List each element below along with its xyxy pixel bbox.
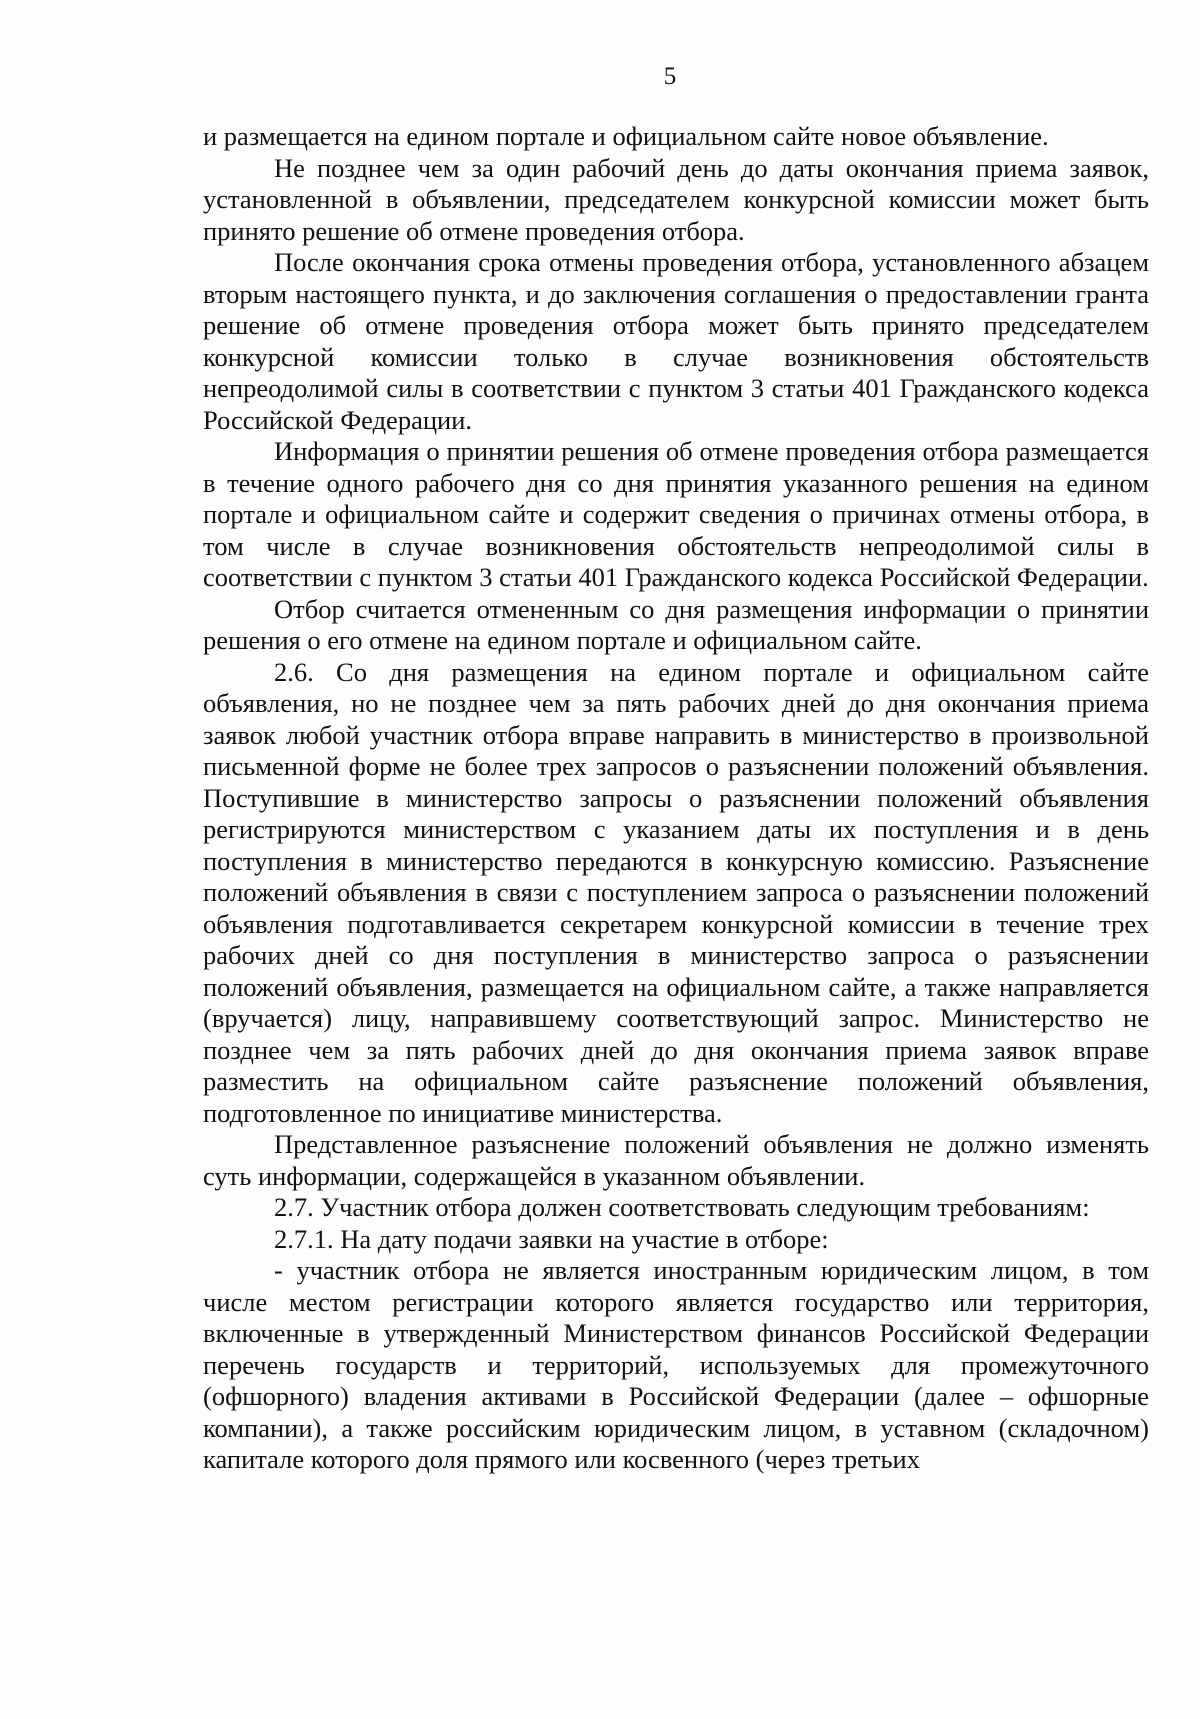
paragraph-cancellation-effective: Отбор считается отмененным со дня размещения информации о принятии решения о его отмене на едином портале и официальном сайте. [203,593,1149,655]
paragraph-cancellation-info: Информация о принятии решения об отмене проведения отбора размещается в течение одного рабочего дня со дня принятия указанного решения на едином портале и официальном сайте и содержит сведения о причинах отмены отбора, в том числе в случае возникновения обстоятельств непреодолимой силы в соответствии с пунктом 3 статьи 401 Гражданского кодекса Российской Федерации. [203,436,1149,592]
paragraph-cancellation-deadline: Не позднее чем за один рабочий день до даты окончания приема заявок, установленной в объявлении, председателем конкурсной комиссии может быть принято решение об отмене проведения отбора. [203,152,1149,246]
paragraph-requirement-offshore: - участник отбора не является иностранным юридическим лицом, в том числе местом регистрации которого является государство или территория, включенные в утвержденный Министерством финансов Российской Федерации перечень государств и территорий, используемых для промежуточного (офшорного) владения активами в Российской Федерации (далее – офшорные компании), а также российским юридическим лицом, в уставном (складочном) капитале которого доля прямого или косвенного (через третьих [203,1255,1149,1474]
paragraph-force-majeure: После окончания срока отмены проведения отбора, установленного абзацем вторым настоящего пункта, и до заключения соглашения о предоставлении гранта решение об отмене проведения отбора может быть принято председателем конкурсной комиссии только в случае возникновения обстоятельств непреодолимой силы в соответствии с пунктом 3 статьи 401 Гражданского кодекса Российской Федерации. [203,247,1149,435]
paragraph-clause-2-7: 2.7. Участник отбора должен соответствовать следующим требованиям: [274,1192,1090,1222]
paragraph-clause-2-6: 2.6. Со дня размещения на едином портале и официальном сайте объявления, но не позднее чем за пять рабочих дней до дня окончания приема заявок любой участник отбора вправе направить в министерство в произвольной письменной форме не более трех запросов о разъяснении положений объявления. Поступившие в министерство запросы о разъяснении положений объявления регистрируются министерством с указанием даты их поступления и в день поступления в министерство передаются в конкурсную комиссию. Разъяснение положений объявления в связи с поступлением запроса о разъяснении положений объявления подготавливается секретарем конкурсной комиссии в течение трех рабочих дней со дня поступления в министерство запроса о разъяснении положений объявления, размещается на официальном сайте, а также направляется (вручается) лицу, направившему соответствующий запрос. Министерство не позднее чем за пять рабочих дней до дня окончания приема заявок вправе разместить на официальном сайте разъяснение положений объявления, подготовленное по инициативе министерства. [203,656,1149,1128]
page-number: 5 [663,63,677,90]
paragraph-clarification-scope: Представленное разъяснение положений объявления не должно изменять суть информации, содержащейся в указанном объявлении. [203,1129,1149,1191]
document-body [203,121,1149,1476]
paragraph-clause-2-7-1: 2.7.1. На дату подачи заявки на участие в отборе: [274,1223,829,1254]
paragraph-continuation: и размещается на едином портале и официальном сайте новое объявление. [203,121,1049,151]
